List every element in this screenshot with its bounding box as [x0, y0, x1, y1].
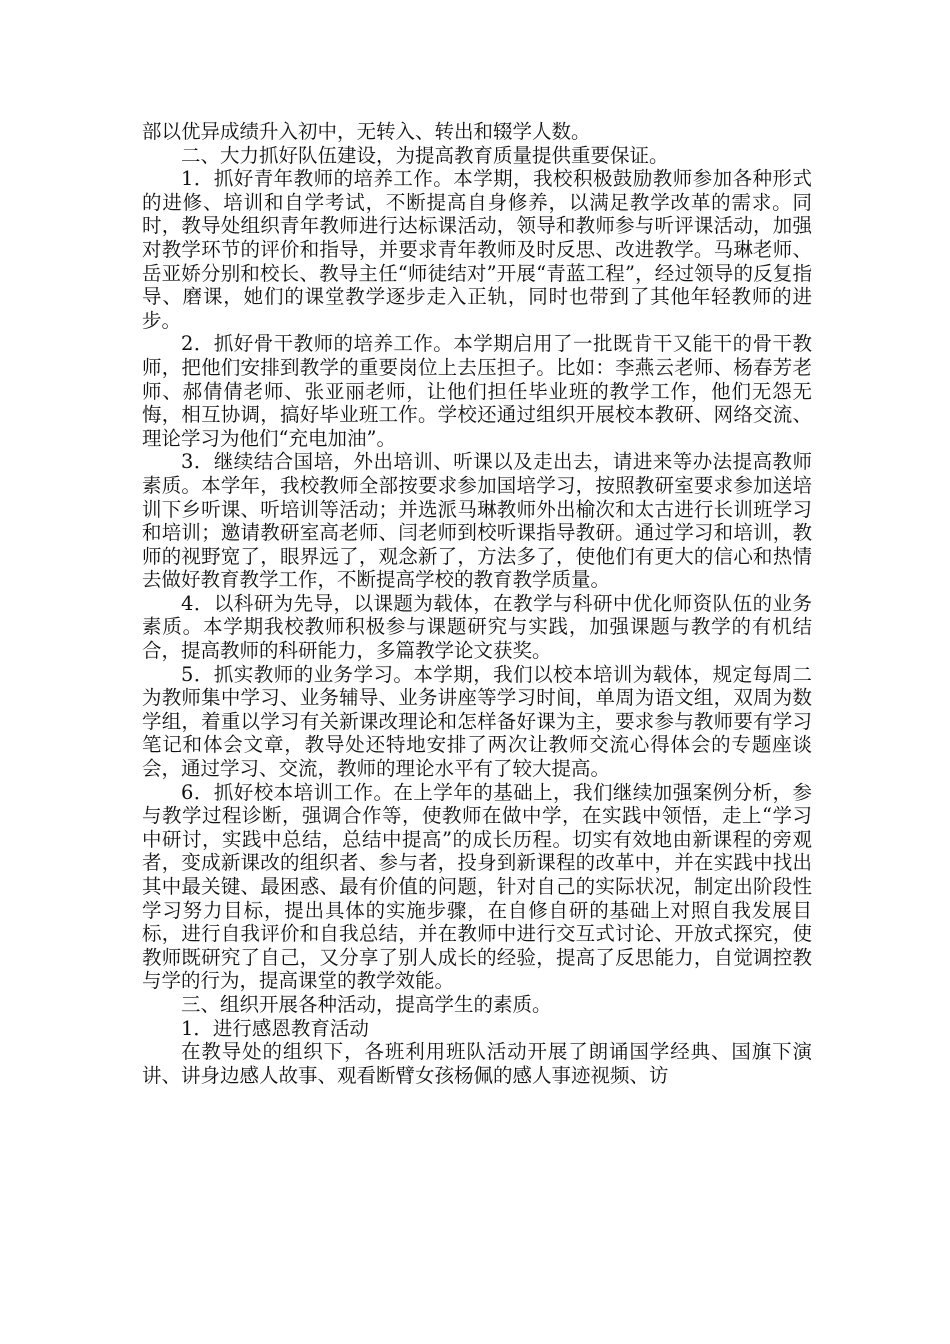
paragraph-item-3: 3．继续结合国培，外出培训、听课以及走出去，请进来等办法提高教师素质。本学年，我校教师全部按要求参加国培学习，按照教研室要求参加送培训下乡听课、听培训等活动；并选派马琳教师外出榆次和太古进行长训班学习和培训；邀请教研室高老师、闫老师到校听课指导教研。通过学习和培训，教师的视野宽了，眼界远了，观念新了，方法多了，使他们有更大的信心和热情去做好教育教学工作，不断提高学校的教育教学质量。: [142, 450, 812, 592]
paragraph-item-1: 1．抓好青年教师的培养工作。本学期，我校积极鼓励教师参加各种形式的进修、培训和自学考试，不断提高自身修养，以满足教学改革的需求。同时，教导处组织青年教师进行达标课活动，领导和教师参与听评课活动，加强对教学环节的评价和指导，并要求青年教师及时反思、改进教学。马琳老师、岳亚娇分别和校长、教导主任“师徒结对”开展“青蓝工程”，经过领导的反复指导、磨课，她们的课堂教学逐步走入正轨，同时也带到了其他年轻教师的进步。: [142, 167, 812, 332]
document-body: [142, 120, 812, 1087]
section-heading-2: 二、大力抓好队伍建设，为提高教育质量提供重要保证。: [181, 143, 669, 167]
paragraph-item-4: 4．以科研为先导，以课题为载体，在教学与科研中优化师资队伍的业务素质。本学期我校教师积极参与课题研究与实践，加强课题与教学的有机结合，提高教师的科研能力，多篇教学论文获奖。: [142, 591, 812, 663]
section-heading-3: 三、组织开展各种活动，提高学生的素质。: [181, 992, 552, 1016]
paragraph-continuation: 部以优异成绩升入初中，无转入、转出和辍学人数。: [142, 120, 591, 143]
paragraph-item-6: 6．抓好校本培训工作。在上学年的基础上，我们继续加强案例分析，参与教学过程诊断，强调合作等，使教师在做中学，在实践中领悟，走上“学习中研讨，实践中总结，总结中提高”的成长历程。切实有效地由新课程的旁观者，变成新课改的组织者、参与者，投身到新课程的改革中，并在实践中找出其中最关键、最困惑、最有价值的问题，针对自己的实际状况，制定出阶段性学习努力目标，提出具体的实施步骤，在自修自研的基础上对照自我发展目标，进行自我评价和自我总结，并在教师中进行交互式讨论、开放式探究，使教师既研究了自己，又分享了别人成长的经验，提高了反思能力，自觉调控教与学的行为，提高课堂的教学效能。: [142, 780, 812, 993]
paragraph-activity-1: 在教导处的组织下，各班利用班队活动开展了朗诵国学经典、国旗下演讲、讲身边感人故事、观看断臂女孩杨佩的感人事迹视频、访: [142, 1040, 812, 1087]
paragraph-item-5: 5．抓实教师的业务学习。本学期，我们以校本培训为载体，规定每周二为教师集中学习、业务辅导、业务讲座等学习时间，单周为语文组，双周为数学组，着重以学习有关新课改理论和怎样备好课为主，要求参与教师要有学习笔记和体会文章，教导处还特地安排了两次让教师交流心得体会的专题座谈会，通过学习、交流，教师的理论水平有了较大提高。: [142, 662, 812, 781]
subheading-activity-1: 1．进行感恩教育活动: [181, 1016, 369, 1040]
paragraph-item-2: 2．抓好骨干教师的培养工作。本学期启用了一批既肯干又能干的骨干教师，把他们安排到教学的重要岗位上去压担子。比如：李燕云老师、杨春芳老师、郝倩倩老师、张亚丽老师，让他们担任毕业班的教学工作，他们无怨无悔，相互协调，搞好毕业班工作。学校还通过组织开展校本教研、网络交流、理论学习为他们“充电加油”。: [142, 332, 812, 450]
